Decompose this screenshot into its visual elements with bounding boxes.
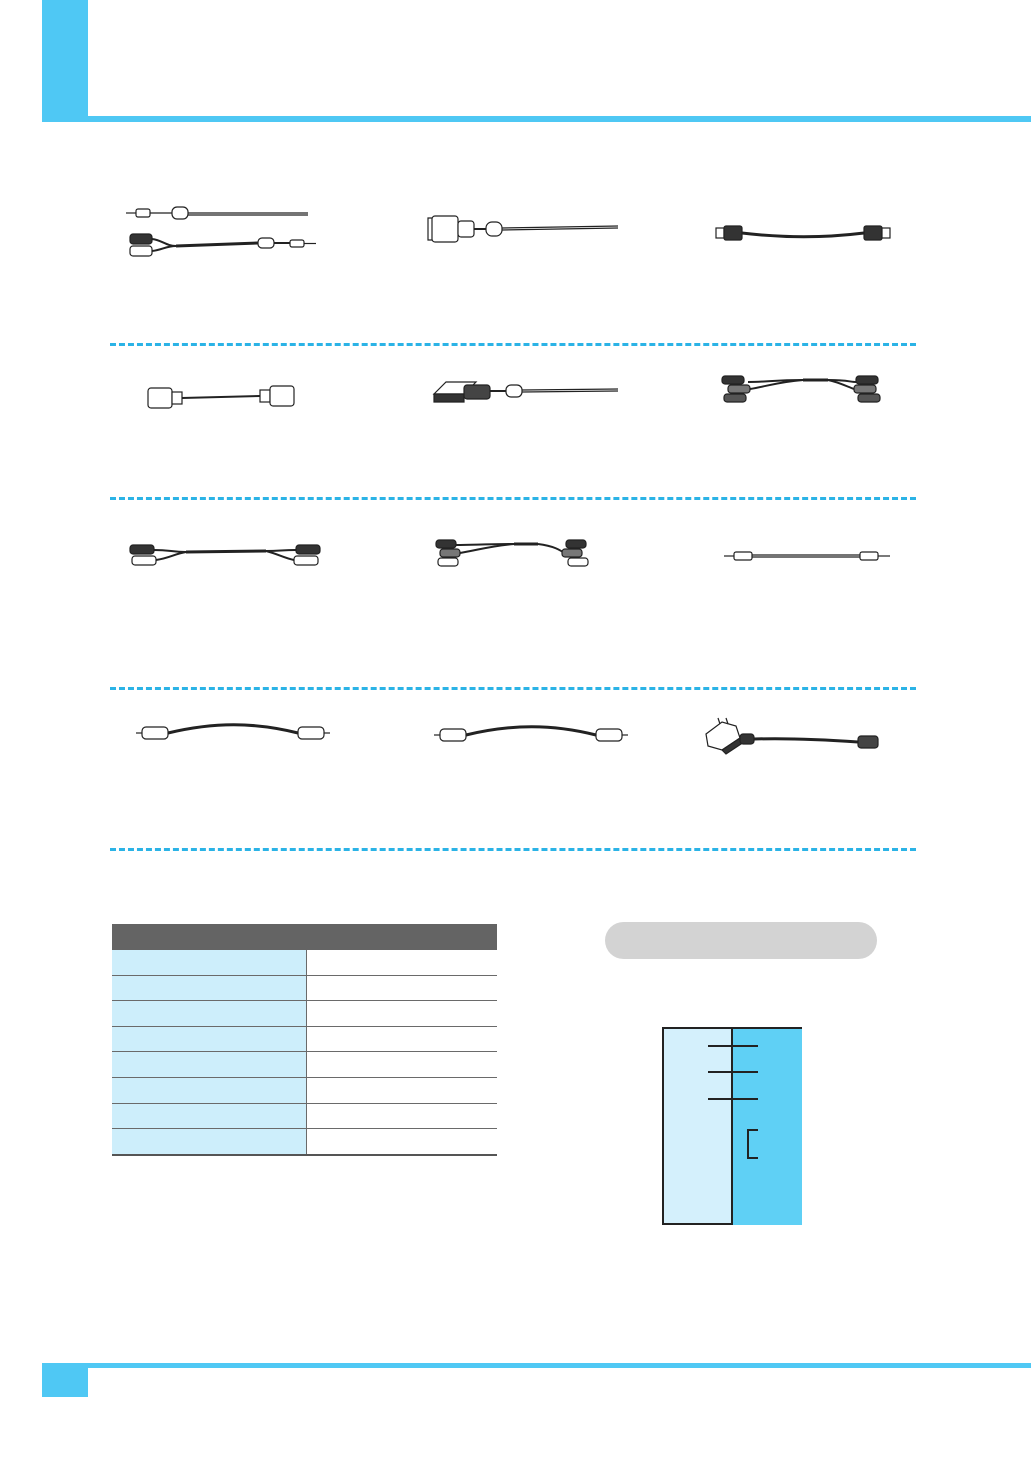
pin-lines-icon	[700, 1040, 770, 1164]
dvi-cable-icon	[432, 376, 622, 406]
table-row	[112, 1129, 497, 1155]
footer-rule	[42, 1363, 1031, 1368]
table-row	[112, 1077, 497, 1103]
table-row	[112, 1052, 497, 1078]
header-tab	[42, 0, 88, 122]
single-rca-cable-icon	[432, 724, 628, 746]
table-row	[112, 975, 497, 1001]
section-divider-2	[110, 497, 916, 500]
av-rca-cable-icon	[434, 536, 594, 570]
pin-diagram-label-pill	[605, 922, 877, 959]
spec-table	[112, 924, 497, 1156]
footer-tab	[42, 1363, 88, 1397]
component-rca-cable-icon	[718, 372, 888, 406]
section-divider-4	[110, 848, 916, 851]
table-row	[112, 1103, 497, 1129]
table-row	[112, 950, 497, 975]
stereo-jack-and-rca-cable-icon	[122, 196, 322, 260]
spec-table-header	[112, 924, 497, 950]
header-rule	[42, 116, 1031, 122]
d-sub-cable-icon	[144, 384, 299, 412]
d-sub-single-end-cable-icon	[424, 212, 624, 248]
power-plug-icon	[700, 716, 884, 756]
hdmi-cable-icon	[714, 222, 894, 244]
single-rca-cable-icon	[134, 722, 330, 744]
section-divider-1	[110, 343, 916, 346]
stereo-jack-cable-icon	[722, 548, 894, 564]
table-row	[112, 1001, 497, 1027]
section-divider-3	[110, 687, 916, 690]
table-row	[112, 1026, 497, 1052]
stereo-rca-cable-icon	[126, 542, 326, 568]
